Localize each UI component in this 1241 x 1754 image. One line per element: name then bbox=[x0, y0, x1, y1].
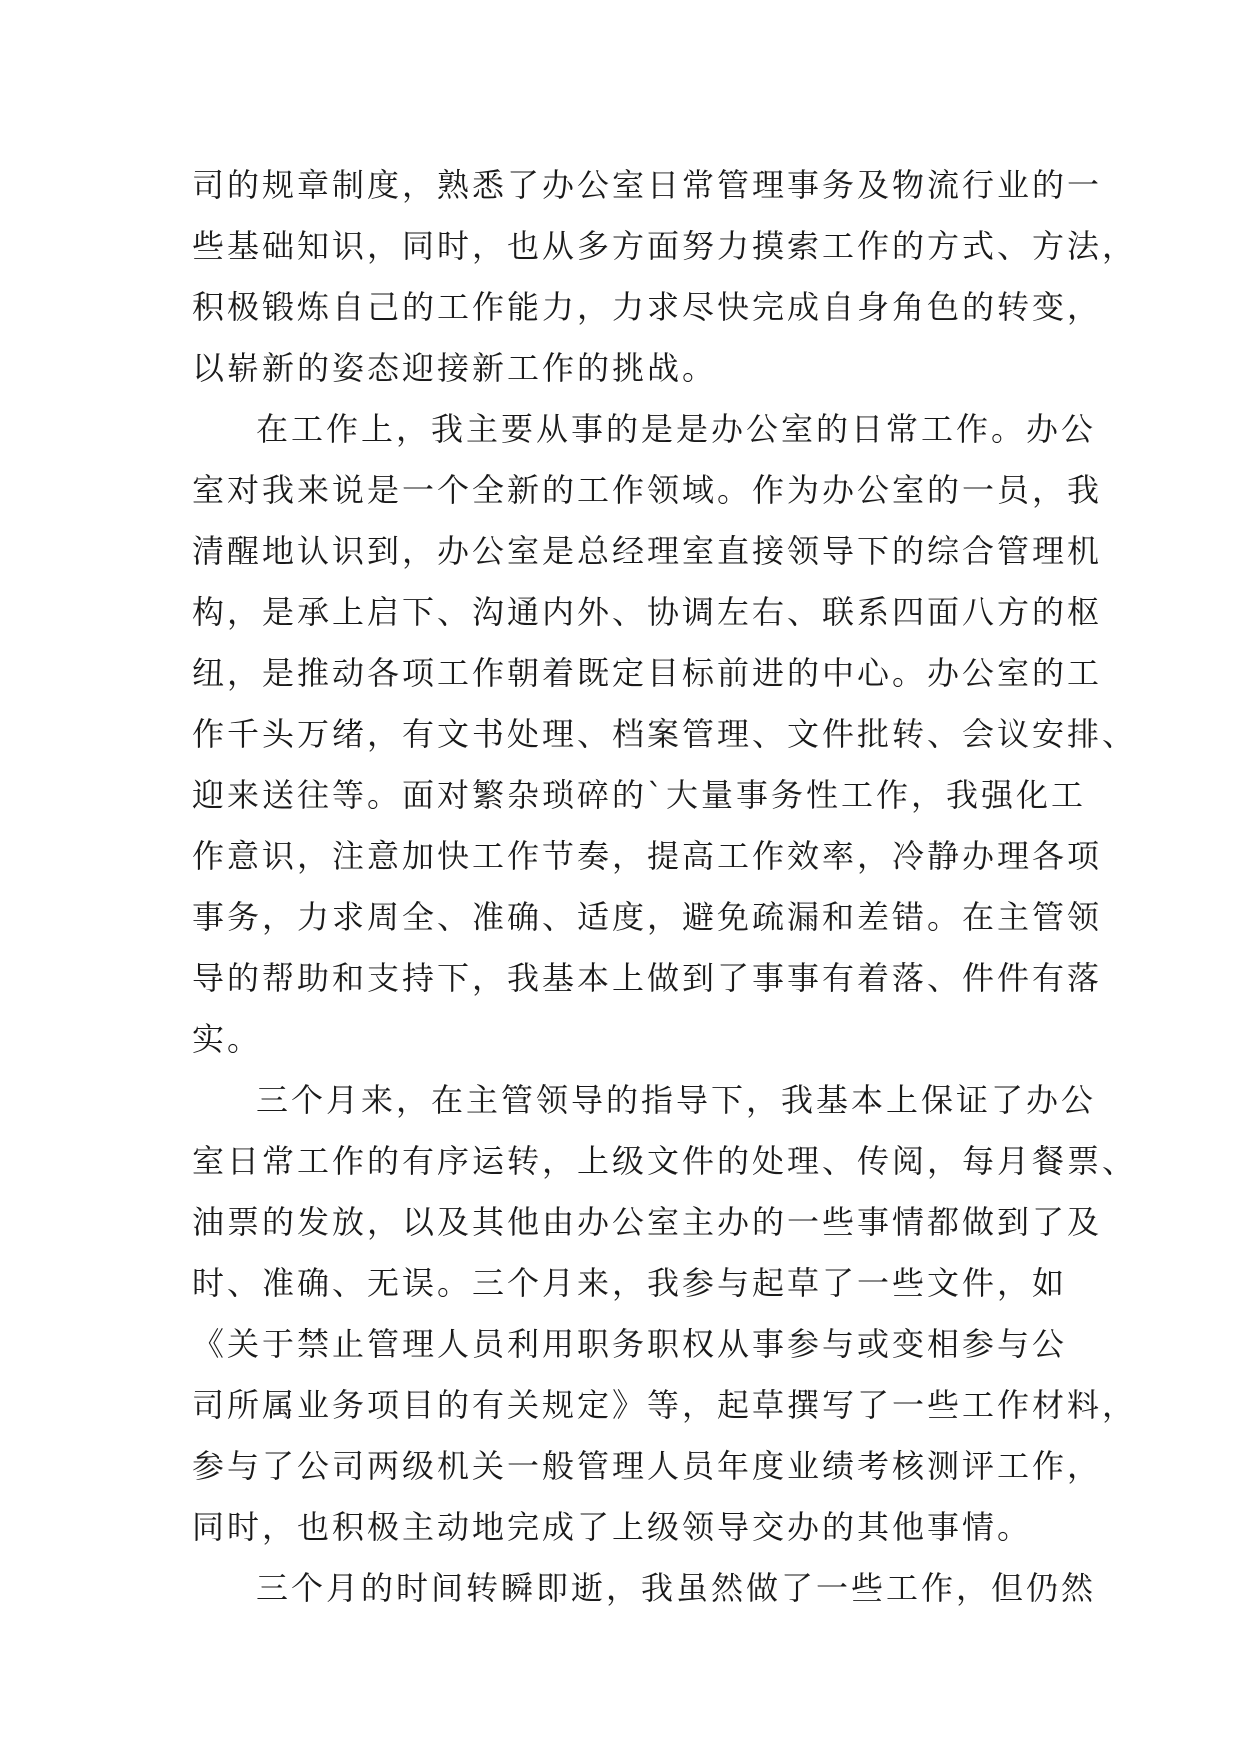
text-line: 《关于禁止管理人员利用职务职权从事参与或变相参与公 bbox=[192, 1325, 1068, 1363]
text-line: 清醒地认识到，办公室是总经理室直接领导下的综合管理机 bbox=[192, 532, 1103, 570]
paragraph-first-line: 三个月的时间转瞬即逝，我虽然做了一些工作，但仍然 bbox=[256, 1569, 1097, 1607]
text-line: 导的帮助和支持下，我基本上做到了事事有着落、件件有落 bbox=[192, 959, 1103, 997]
text-line: 时、准确、无误。三个月来，我参与起草了一些文件，如 bbox=[192, 1264, 1068, 1302]
text-line: 纽，是推动各项工作朝着既定目标前进的中心。办公室的工 bbox=[192, 654, 1103, 692]
text-line: 事务，力求周全、准确、适度，避免疏漏和差错。在主管领 bbox=[192, 898, 1103, 936]
text-line: 实。 bbox=[192, 1020, 263, 1058]
text-line: 室日常工作的有序运转，上级文件的处理、传阅，每月餐票、 bbox=[192, 1142, 1138, 1180]
text-line: 作千头万绪，有文书处理、档案管理、文件批转、会议安排、 bbox=[192, 715, 1138, 753]
paragraph-first-line: 三个月来，在主管领导的指导下，我基本上保证了办公 bbox=[256, 1081, 1097, 1119]
text-line: 积极锻炼自己的工作能力，力求尽快完成自身角色的转变， bbox=[192, 288, 1103, 326]
text-line: 迎来送往等。面对繁杂琐碎的`大量事务性工作，我强化工 bbox=[192, 776, 1087, 814]
text-line: 些基础知识，同时，也从多方面努力摸索工作的方式、方法， bbox=[192, 227, 1138, 265]
text-line: 同时，也积极主动地完成了上级领导交办的其他事情。 bbox=[192, 1508, 1033, 1546]
text-line: 以崭新的姿态迎接新工作的挑战。 bbox=[192, 349, 718, 387]
text-line: 司的规章制度，熟悉了办公室日常管理事务及物流行业的一 bbox=[192, 166, 1103, 204]
text-line: 构，是承上启下、沟通内外、协调左右、联系四面八方的枢 bbox=[192, 593, 1103, 631]
document-body bbox=[192, 155, 1138, 1619]
text-line: 室对我来说是一个全新的工作领域。作为办公室的一员，我 bbox=[192, 471, 1103, 509]
text-line: 油票的发放，以及其他由办公室主办的一些事情都做到了及 bbox=[192, 1203, 1103, 1241]
text-line: 司所属业务项目的有关规定》等，起草撰写了一些工作材料， bbox=[192, 1386, 1138, 1424]
text-line: 作意识，注意加快工作节奏，提高工作效率，冷静办理各项 bbox=[192, 837, 1103, 875]
paragraph-first-line: 在工作上，我主要从事的是是办公室的日常工作。办公 bbox=[256, 410, 1097, 448]
text-line: 参与了公司两级机关一般管理人员年度业绩考核测评工作， bbox=[192, 1447, 1103, 1485]
